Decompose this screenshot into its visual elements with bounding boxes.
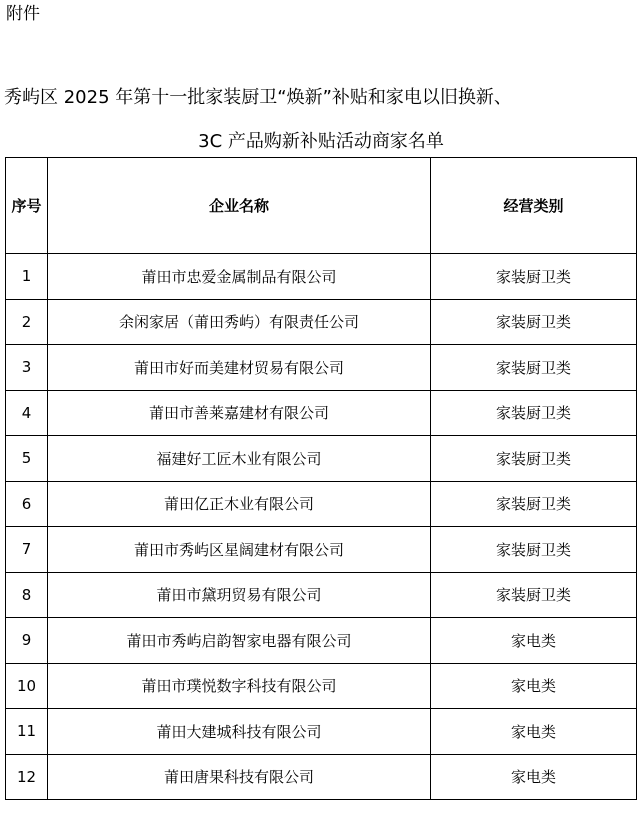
row-number: 2	[6, 299, 48, 345]
header-row	[6, 158, 637, 254]
company-name: 莆田唐果科技有限公司	[48, 754, 431, 800]
business-category: 家电类	[431, 754, 637, 800]
business-category: 家装厨卫类	[431, 527, 637, 573]
table-row	[6, 299, 637, 345]
company-name: 莆田市好而美建材贸易有限公司	[48, 345, 431, 391]
company-name: 莆田市善莱嘉建材有限公司	[48, 390, 431, 436]
business-category: 家装厨卫类	[431, 572, 637, 618]
company-name: 余闲家居（莆田秀屿）有限责任公司	[48, 299, 431, 345]
row-number: 3	[6, 345, 48, 391]
business-category: 家电类	[431, 618, 637, 664]
business-category: 家电类	[431, 663, 637, 709]
column-header-category: 经营类别	[431, 158, 637, 254]
table-row	[6, 754, 637, 800]
company-name: 莆田亿正木业有限公司	[48, 481, 431, 527]
table-row	[6, 254, 637, 300]
row-number: 8	[6, 572, 48, 618]
row-number: 12	[6, 754, 48, 800]
table-row	[6, 345, 637, 391]
business-category: 家电类	[431, 709, 637, 755]
table-row	[6, 572, 637, 618]
business-category: 家装厨卫类	[431, 299, 637, 345]
column-header-company: 企业名称	[48, 158, 431, 254]
row-number: 7	[6, 527, 48, 573]
row-number: 5	[6, 436, 48, 482]
table-row	[6, 663, 637, 709]
company-name: 莆田大建城科技有限公司	[48, 709, 431, 755]
business-category: 家装厨卫类	[431, 390, 637, 436]
business-category: 家装厨卫类	[431, 254, 637, 300]
row-number: 9	[6, 618, 48, 664]
row-number: 1	[6, 254, 48, 300]
company-name: 莆田市黛玥贸易有限公司	[48, 572, 431, 618]
merchant-table	[5, 157, 637, 800]
attachment-label: 附件	[6, 4, 40, 24]
table-body	[6, 254, 637, 800]
column-header-number: 序号	[6, 158, 48, 254]
table-row	[6, 709, 637, 755]
row-number: 11	[6, 709, 48, 755]
table-header	[6, 158, 637, 254]
document-title-line-1: 秀屿区 2025 年第十一批家装厨卫“焕新”补贴和家电以旧换新、	[4, 87, 512, 108]
document-title-line-2: 3C 产品购新补贴活动商家名单	[198, 131, 444, 152]
row-number: 6	[6, 481, 48, 527]
business-category: 家装厨卫类	[431, 481, 637, 527]
business-category: 家装厨卫类	[431, 436, 637, 482]
business-category: 家装厨卫类	[431, 345, 637, 391]
company-name: 福建好工匠木业有限公司	[48, 436, 431, 482]
company-name: 莆田市忠爱金属制品有限公司	[48, 254, 431, 300]
company-name: 莆田市秀屿区星阔建材有限公司	[48, 527, 431, 573]
table-row	[6, 618, 637, 664]
table-row	[6, 481, 637, 527]
company-name: 莆田市秀屿启韵智家电器有限公司	[48, 618, 431, 664]
row-number: 4	[6, 390, 48, 436]
table-row	[6, 527, 637, 573]
table-row	[6, 390, 637, 436]
company-name: 莆田市璞悦数字科技有限公司	[48, 663, 431, 709]
table-row	[6, 436, 637, 482]
row-number: 10	[6, 663, 48, 709]
